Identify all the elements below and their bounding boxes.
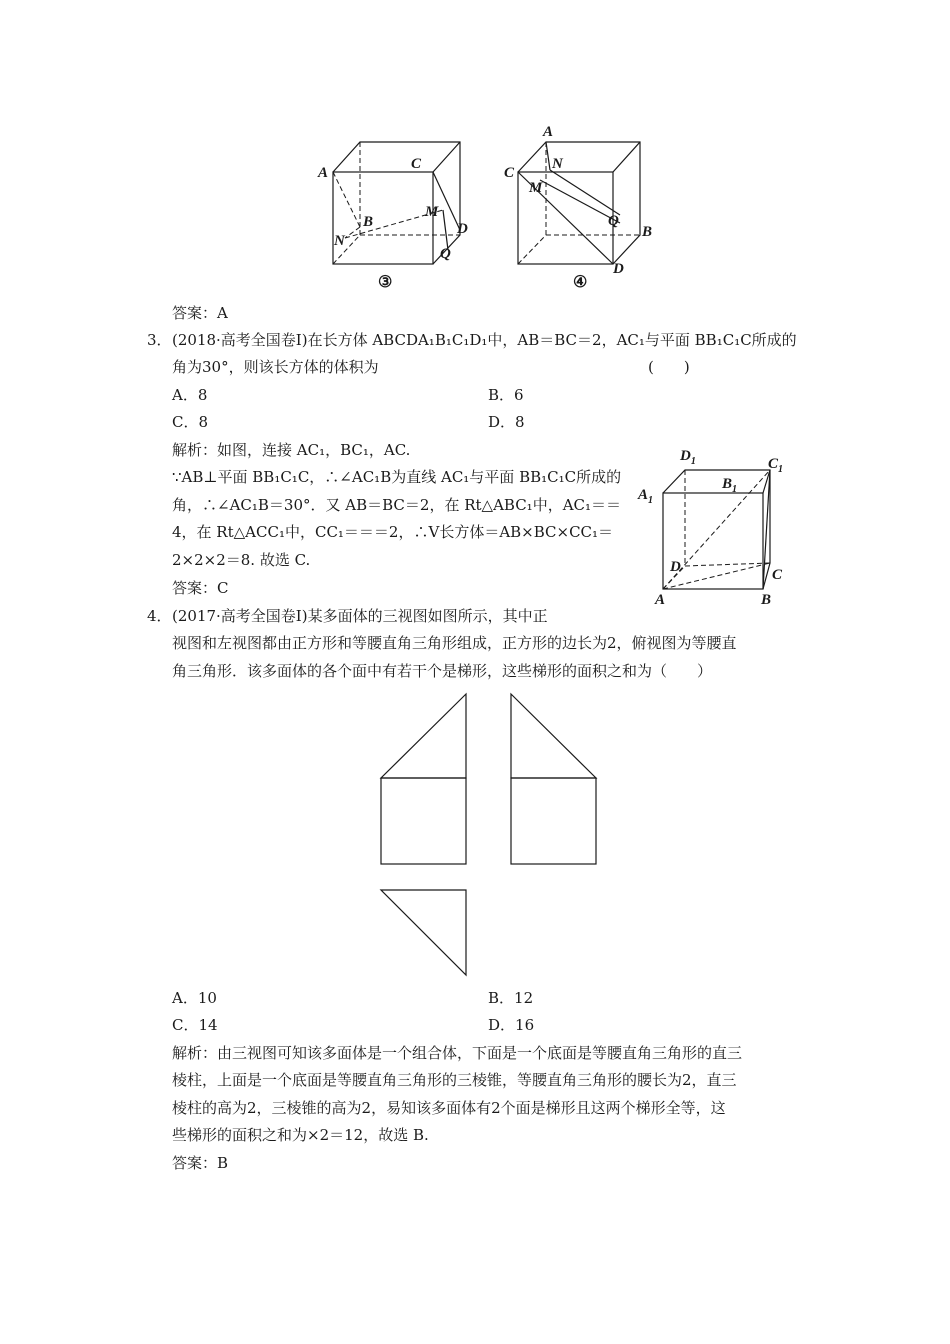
side-view [511, 694, 596, 864]
cubes-figure [300, 120, 670, 295]
cube4-label-B: B [642, 224, 653, 240]
cube3-label-A: A [318, 165, 329, 181]
cube3-label-Q: Q [440, 246, 451, 262]
q3-option-a: A．8 [172, 386, 208, 404]
cuboid-label-C1: $C_1$ [768, 456, 784, 475]
cube-3 [317, 142, 468, 291]
cuboid-label-B1: $B_1$ [722, 476, 738, 495]
cuboid-label-D: D [670, 559, 681, 575]
q3-analysis-line5: 2×2×2＝8. 故选 C. [172, 551, 311, 569]
cube4-label-A: A [543, 124, 554, 140]
cube3-label-N: N [334, 233, 345, 249]
q3-option-d: D．8 [488, 413, 525, 431]
cube3-label-B: B [363, 214, 374, 230]
q3-analysis-line1: 解析：如图，连接 AC₁，BC₁，AC. [172, 441, 411, 459]
cube4-label-C: C [504, 165, 515, 181]
q4-option-b: B．12 [488, 989, 534, 1007]
cube4-caption: ④ [573, 274, 588, 291]
cube-4 [504, 124, 652, 291]
cube3-label-M: M [425, 204, 439, 220]
q4-option-a: A．10 [172, 989, 217, 1007]
q4-option-c: C．14 [172, 1016, 218, 1034]
q3-analysis-line2: ∵AB⊥平面 BB₁C₁C，∴∠AC₁B为直线 AC₁与平面 BB₁C₁C所成的 [172, 468, 622, 486]
front-view [381, 694, 466, 864]
cube3-label-C: C [411, 156, 422, 172]
cuboid-label-A: A [655, 592, 666, 608]
q4-number: 4． [147, 607, 172, 625]
three-view-figure [370, 690, 610, 990]
q4-analysis-line4: 些梯形的面积之和为×2＝12，故选 B. [172, 1126, 429, 1144]
q3-answer: 答案：C [172, 579, 229, 597]
cuboid-label-A1: $A_1$ [638, 487, 654, 506]
q3-stem-line1: (2018·高考全国卷Ⅰ)在长方体 ABCDA₁B₁C₁D₁中，AB＝BC＝2，AC₁与平面 BB₁C₁C所成的 [172, 331, 797, 349]
cuboid-figure [630, 438, 800, 608]
q4-stem-line2: 视图和左视图都由正方形和等腰直角三角形组成，正方形的边长为2，俯视图为等腰直 [172, 634, 737, 652]
cuboid-label-B: B [761, 592, 772, 608]
cube4-label-M: M [529, 180, 543, 196]
q4-analysis-line3: 棱柱的高为2，三棱锥的高为2，易知该多面体有2个面是梯形且这两个梯形全等，这 [172, 1099, 726, 1117]
q4-answer: 答案：B [172, 1154, 229, 1172]
q3-analysis-line3: 角，∴∠AC₁B＝30°．又 AB＝BC＝2，在 Rt△ABC₁中，AC₁＝＝ [172, 496, 622, 514]
top-view [381, 890, 466, 975]
q2-answer: 答案：A [172, 304, 228, 322]
q3-number: 3． [147, 331, 172, 349]
q4-option-d: D．16 [488, 1016, 535, 1034]
q4-analysis-line1: 解析：由三视图可知该多面体是一个组合体，下面是一个底面是等腰直角三角形的直三 [172, 1044, 743, 1062]
cube4-label-N: N [552, 156, 563, 172]
cube3-label-D: D [457, 221, 468, 237]
cuboid-label-D1: $D_1$ [680, 448, 696, 467]
q3-option-b: B．6 [488, 386, 524, 404]
q3-option-c: C．8 [172, 413, 209, 431]
q4-analysis-line2: 棱柱，上面是一个底面是等腰直角三角形的三棱锥，等腰直角三角形的腰长为2，直三 [172, 1071, 737, 1089]
q4-stem-line1: (2017·高考全国卷Ⅰ)某多面体的三视图如图所示，其中正 [172, 607, 548, 625]
q3-stem-line2: 角为30°，则该长方体的体积为 [172, 358, 379, 376]
q3-answer-paren: ( ) [648, 358, 690, 376]
cube3-caption: ③ [378, 274, 393, 291]
q4-stem-line3: 角三角形．该多面体的各个面中有若干个是梯形，这些梯形的面积之和为（ ） [172, 662, 713, 680]
cube4-label-Q: Q [608, 213, 619, 229]
cube4-label-D: D [613, 261, 624, 277]
cuboid-label-C: C [772, 567, 783, 583]
q3-analysis-line4: 4，在 Rt△ACC₁中，CC₁＝＝＝2，∴V长方体＝AB×BC×CC₁＝ [172, 523, 614, 541]
